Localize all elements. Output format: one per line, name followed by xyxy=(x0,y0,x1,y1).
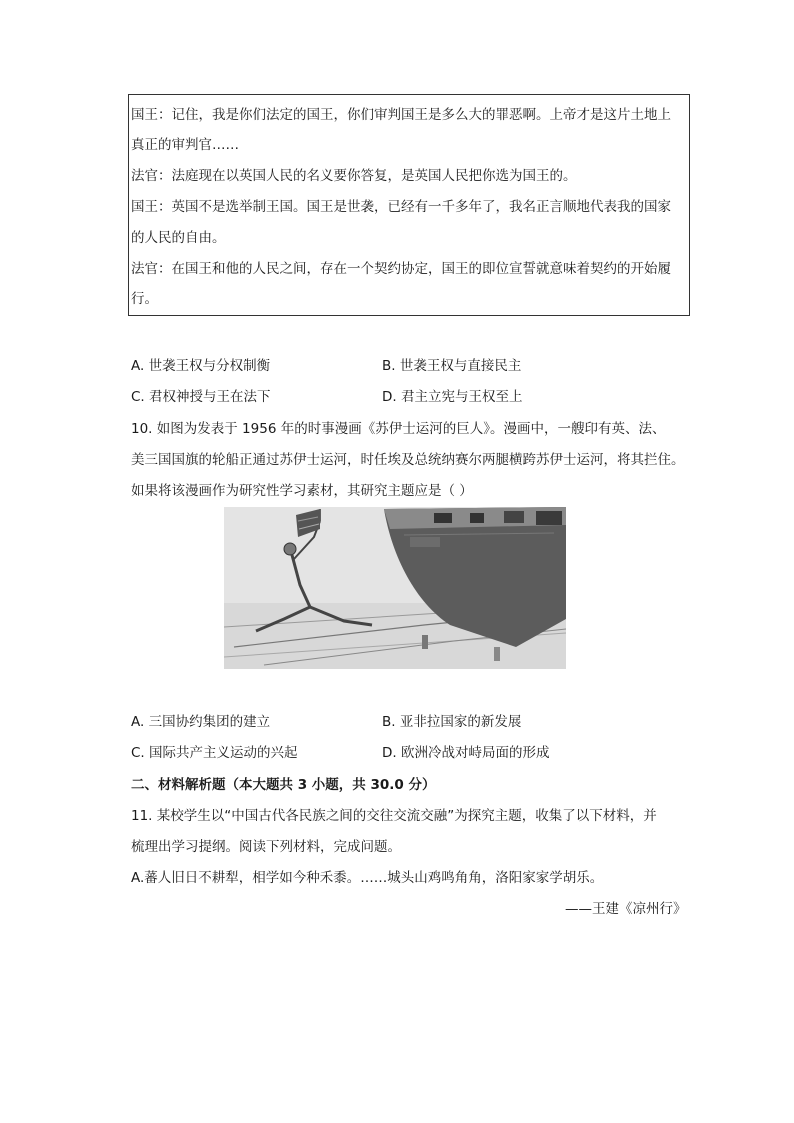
q10-option-b[interactable]: B. 亚非拉国家的新发展 xyxy=(382,714,522,730)
dialogue-line: 法官：在国王和他的人民之间，存在一个契约协定，国王的即位宣誓就意味着契约的开始履 xyxy=(131,261,671,277)
dialogue-line: 国王：记住，我是你们法定的国王，你们审判国王是多么大的罪恶啊。上帝才是这片土地上 xyxy=(131,107,671,123)
q9-option-a[interactable]: A. 世袭王权与分权制衡 xyxy=(131,358,271,374)
q10-stem-line: 10. 如图为发表于 1956 年的时事漫画《苏伊士运河的巨人》。漫画中，一艘印有英、法、 xyxy=(131,421,666,437)
dialogue-line: 行。 xyxy=(131,291,158,307)
q10-option-a[interactable]: A. 三国协约集团的建立 xyxy=(131,714,271,730)
q9-option-b[interactable]: B. 世袭王权与直接民主 xyxy=(382,358,522,374)
q10-option-c[interactable]: C. 国际共产主义运动的兴起 xyxy=(131,745,298,761)
q9-option-d[interactable]: D. 君主立宪与王权至上 xyxy=(382,389,523,405)
q9-option-c[interactable]: C. 君权神授与王在法下 xyxy=(131,389,271,405)
cartoon-drawing xyxy=(224,507,566,669)
dialogue-line: 的人民的自由。 xyxy=(131,230,226,246)
q10-stem-line: 如果将该漫画作为研究性学习素材，其研究主题应是（ ） xyxy=(131,483,473,499)
q11-material-a: A.蕃人旧日不耕犁，相学如今种禾黍。……城头山鸡鸣角角，洛阳家家学胡乐。 xyxy=(131,870,604,886)
q10-option-d[interactable]: D. 欧洲冷战对峙局面的形成 xyxy=(382,745,550,761)
section-heading: 二、材料解析题（本大题共 3 小题，共 30.0 分） xyxy=(131,777,436,793)
q11-citation: ——王建《凉州行》 xyxy=(565,901,687,917)
suez-canal-cartoon-image xyxy=(224,507,566,669)
q10-stem-line: 美三国国旗的轮船正通过苏伊士运河，时任埃及总统纳赛尔两腿横跨苏伊士运河，将其拦住。 xyxy=(131,452,685,468)
dialogue-line: 国王：英国不是选举制王国。国王是世袭，已经有一千多年了，我名正言顺地代表我的国家 xyxy=(131,199,671,215)
q11-stem-line: 梳理出学习提纲。阅读下列材料，完成问题。 xyxy=(131,839,401,855)
q11-stem-line: 11. 某校学生以“中国古代各民族之间的交往交流交融”为探究主题，收集了以下材料，并 xyxy=(131,808,657,824)
dialogue-line: 法官：法庭现在以英国人民的名义要你答复，是英国人民把你选为国王的。 xyxy=(131,168,577,184)
dialogue-material-box xyxy=(128,94,690,316)
dialogue-line: 真正的审判官…… xyxy=(131,137,239,153)
